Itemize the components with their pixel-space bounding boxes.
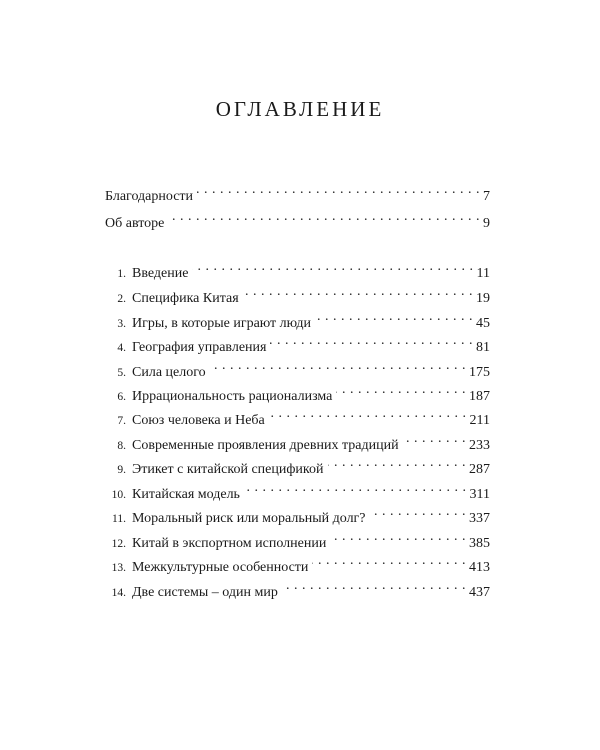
chapter-number: 14.: [111, 587, 126, 599]
chapter-title: Игры, в которые играют люди: [132, 316, 312, 331]
toc-chapter-13: [104, 551, 490, 578]
toc-chapter-11: [104, 502, 490, 529]
chapter-number: 13.: [111, 562, 126, 574]
chapter-page: 187: [469, 389, 490, 404]
chapter-title: Межкультурные особенности: [132, 560, 309, 575]
toc-entry-label: Об авторе: [105, 216, 165, 231]
toc-chapter-9: [104, 453, 490, 480]
chapter-page: 45: [476, 316, 490, 331]
toc-chapter-3: [104, 307, 490, 334]
chapter-title: Китайская модель: [132, 487, 240, 502]
toc-chapter-6: [104, 380, 490, 407]
chapter-title: Две системы – один мир: [132, 585, 278, 600]
chapter-number: 5.: [117, 367, 126, 379]
chapter-number: 3.: [117, 318, 126, 330]
chapter-page: 211: [469, 413, 490, 428]
dot-leader: [197, 180, 480, 200]
dot-leader: [330, 527, 466, 547]
chapter-number: 6.: [117, 391, 126, 403]
chapter-number: 1.: [117, 268, 126, 280]
chapter-page: 413: [469, 560, 490, 575]
chapter-page: 81: [476, 340, 490, 355]
toc-entry-page: 9: [483, 216, 490, 231]
chapter-number: 2.: [117, 293, 126, 305]
chapter-title: Введение: [132, 266, 189, 281]
chapter-page: 311: [469, 487, 490, 502]
toc-chapter-5: [104, 356, 490, 383]
toc-chapter-10: [104, 478, 490, 505]
chapter-page: 385: [469, 536, 490, 551]
toc-entry-page: 7: [483, 189, 490, 204]
dot-leader: [403, 429, 466, 449]
toc-chapter-2: [104, 282, 490, 309]
chapter-title: Китай в экспортном исполнении: [132, 536, 327, 551]
toc-entry-label: Благодарности: [105, 189, 194, 204]
chapter-number: 9.: [117, 464, 126, 476]
toc-chapter-8: [104, 429, 490, 456]
toc-entry-about-author: [105, 207, 490, 234]
dot-leader: [282, 576, 466, 596]
page-title: ОГЛАВЛЕНИЕ: [215, 97, 385, 121]
dot-leader: [315, 307, 473, 327]
chapter-title: Этикет с китайской спецификой: [132, 462, 324, 477]
chapter-page: 233: [469, 438, 490, 453]
toc-entry-acknowledgements: [105, 180, 490, 207]
dot-leader: [270, 331, 473, 351]
chapter-number: 8.: [117, 440, 126, 452]
chapter-number: 4.: [117, 342, 126, 354]
chapter-page: 287: [469, 462, 490, 477]
chapter-page: 437: [469, 585, 490, 600]
toc-chapter-12: [104, 527, 490, 554]
chapter-number: 12.: [111, 538, 126, 550]
chapter-number: 7.: [117, 415, 126, 427]
toc-chapter-7: [104, 404, 490, 431]
dot-leader: [312, 551, 466, 571]
dot-leader: [243, 282, 473, 302]
dot-leader: [370, 502, 466, 522]
chapter-title: Сила целого: [132, 365, 206, 380]
chapter-page: 337: [469, 511, 490, 526]
dot-leader: [168, 207, 480, 227]
chapter-page: 175: [469, 365, 490, 380]
chapter-title: Иррациональность рационализма: [132, 389, 333, 404]
chapter-number: 11.: [112, 513, 126, 525]
dot-leader: [244, 478, 467, 498]
chapter-title: Специфика Китая: [132, 291, 239, 306]
dot-leader: [210, 356, 466, 376]
chapter-title: Союз человека и Неба: [132, 413, 265, 428]
dot-leader: [328, 453, 467, 473]
chapter-title: Современные проявления древних традиций: [132, 438, 399, 453]
chapter-title: Моральный риск или моральный долг?: [132, 511, 366, 526]
toc-chapter-1: [104, 257, 490, 284]
toc-chapter-14: [104, 576, 490, 603]
toc-chapter-4: [104, 331, 490, 358]
dot-leader: [269, 404, 467, 424]
chapter-page: 11: [476, 266, 490, 281]
dot-leader: [192, 257, 473, 277]
chapter-number: 10.: [111, 489, 126, 501]
chapter-title: География управления: [132, 340, 267, 355]
dot-leader: [336, 380, 466, 400]
chapter-page: 19: [476, 291, 490, 306]
